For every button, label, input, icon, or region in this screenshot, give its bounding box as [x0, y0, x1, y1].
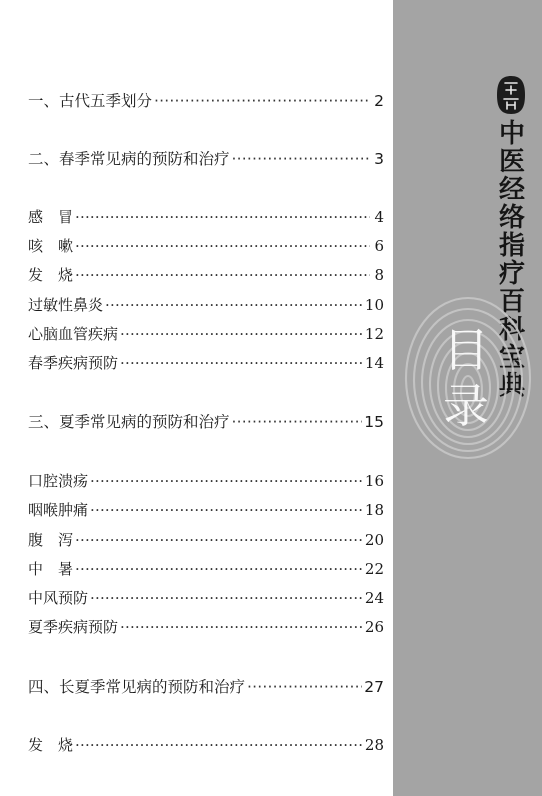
toc-page-number: 10	[364, 296, 384, 314]
toc-leader-dots	[75, 530, 363, 550]
toc-page-number: 28	[364, 736, 384, 754]
toc-title: 发 烧	[28, 266, 74, 284]
toc-leader-dots	[120, 617, 363, 637]
toc-leader-dots	[120, 353, 363, 373]
toc-leader-dots	[75, 236, 370, 256]
toc-item[interactable]	[28, 500, 384, 520]
toc-page-number: 18	[364, 501, 384, 519]
toc-page-number: 12	[364, 325, 384, 343]
toc-page-number: 6	[374, 237, 384, 255]
toc-page-number: 8	[374, 266, 384, 284]
toc-chapter-1[interactable]	[28, 91, 384, 111]
toc-item[interactable]	[28, 265, 384, 285]
toc-item[interactable]	[28, 471, 384, 491]
toc-title: 中 暑	[28, 560, 74, 578]
toc-item[interactable]	[28, 236, 384, 256]
toc-chapter-3[interactable]	[28, 412, 384, 432]
toc-leader-dots	[154, 91, 370, 111]
toc-item[interactable]	[28, 530, 384, 550]
toc-title: 口腔溃疡	[28, 472, 89, 490]
toc-leader-dots	[75, 207, 370, 227]
toc-leader-dots	[90, 588, 363, 608]
toc-leader-dots	[90, 471, 363, 491]
toc-page-number: 2	[374, 92, 384, 110]
toc-title: 咽喉肿痛	[28, 501, 89, 519]
toc-title: 四、长夏季常见病的预防和治疗	[28, 678, 246, 696]
toc-leader-dots	[247, 677, 362, 697]
toc-title: 心脑血管疾病	[28, 325, 119, 343]
toc-item[interactable]	[28, 735, 384, 755]
toc-item[interactable]	[28, 295, 384, 315]
toc-page-number: 16	[364, 472, 384, 490]
toc-page-number: 24	[364, 589, 384, 607]
toc-item[interactable]	[28, 324, 384, 344]
toc-page-number: 15	[364, 413, 384, 431]
toc-chapter-4[interactable]	[28, 677, 384, 697]
toc-title: 一、古代五季划分	[28, 92, 153, 110]
toc-title: 咳 嗽	[28, 237, 74, 255]
toc-title: 中风预防	[28, 589, 89, 607]
toc-item[interactable]	[28, 353, 384, 373]
toc-title: 发 烧	[28, 736, 74, 754]
toc-page-number: 4	[374, 208, 384, 226]
toc-title: 二、春季常见病的预防和治疗	[28, 150, 230, 168]
toc-item[interactable]	[28, 588, 384, 608]
toc-leader-dots	[75, 735, 363, 755]
toc-page-number: 20	[364, 531, 384, 549]
toc-leader-dots	[232, 149, 370, 169]
side-panel	[393, 0, 542, 796]
toc-item[interactable]	[28, 559, 384, 579]
toc-leader-dots	[232, 412, 363, 432]
toc-title: 过敏性鼻炎	[28, 296, 104, 314]
toc-item[interactable]	[28, 617, 384, 637]
toc-page-number: 27	[364, 678, 384, 696]
toc-chapter-2[interactable]	[28, 149, 384, 169]
toc-page-number: 3	[374, 150, 384, 168]
toc-leader-dots	[105, 295, 363, 315]
toc-page-number: 26	[364, 618, 384, 636]
toc-leader-dots	[90, 500, 363, 520]
toc-title: 感 冒	[28, 208, 74, 226]
toc-page-number: 22	[364, 560, 384, 578]
seal-stamp-icon	[496, 74, 526, 116]
toc-title: 三、夏季常见病的预防和治疗	[28, 413, 230, 431]
toc-title: 春季疾病预防	[28, 354, 119, 372]
toc-item[interactable]	[28, 207, 384, 227]
toc-leader-dots	[75, 559, 363, 579]
toc-page-number: 14	[364, 354, 384, 372]
toc-title: 夏季疾病预防	[28, 618, 119, 636]
toc-leader-dots	[75, 265, 370, 285]
toc-title: 腹 泻	[28, 531, 74, 549]
book-title: 中 医 经 络 指 疗 百 科 宝 典	[498, 119, 525, 401]
toc-leader-dots	[120, 324, 363, 344]
section-title: 目 录	[443, 323, 489, 433]
